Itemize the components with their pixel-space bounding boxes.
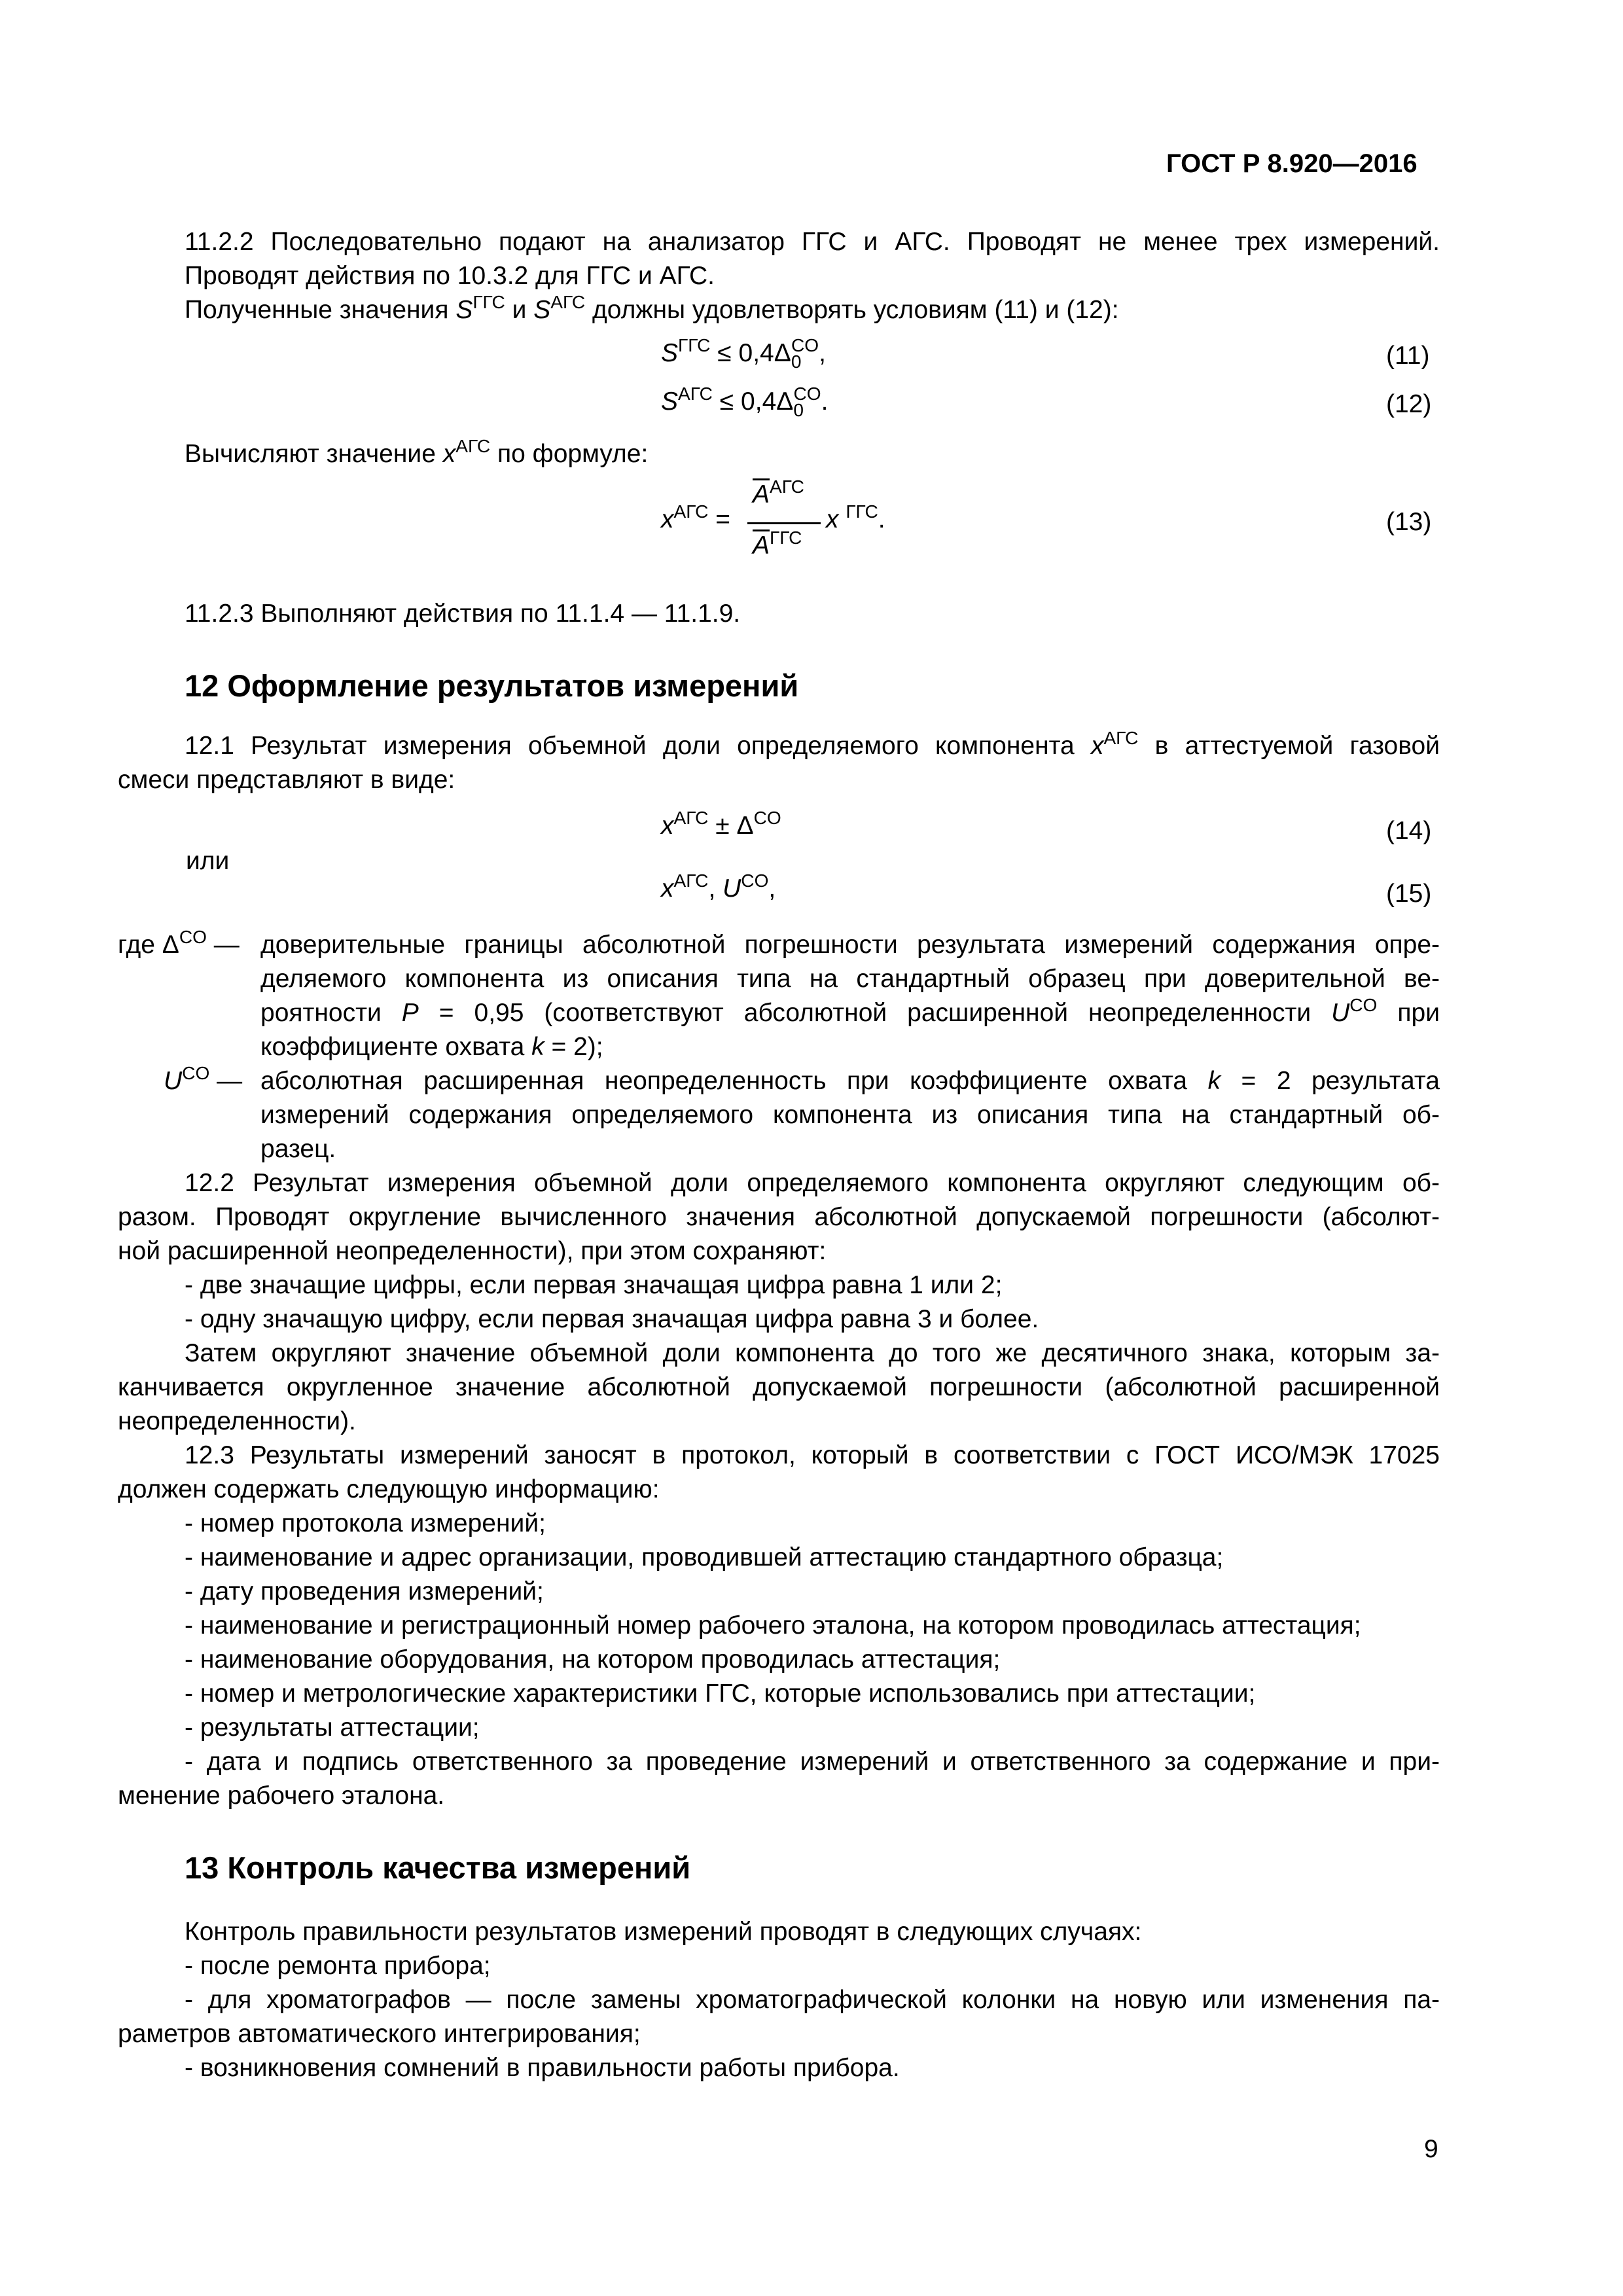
definition-u-line-3: разец. — [260, 1135, 336, 1163]
equation-number-14: (14) — [1386, 817, 1432, 845]
section-13-heading: 13 Контроль качества измерений — [185, 1850, 691, 1885]
list-item: - дату проведения измерений; — [185, 1577, 544, 1605]
paragraph-12-3-line-1: 12.3 Результаты измерений заносят в протокол, который в соответствии с ГОСТ ИСО/МЭК 17025 — [185, 1441, 1440, 1469]
equation-number-13: (13) — [1386, 508, 1432, 536]
list-item-continuation: раметров автоматического интегрирования; — [118, 2020, 641, 2048]
paragraph-12-2-line-2: разом. Проводят округление вычисленного значения абсолютной допускаемой погрешности (абсолют- — [118, 1203, 1440, 1231]
paragraph-12-2-line-3: ной расширенной неопределенности), при этом сохраняют: — [118, 1237, 827, 1265]
paragraph-12-1-line-1: 12.1 Результат измерения объемной доли определяемого компонента $x^{АГС}$ в аттестуемой газовой — [185, 727, 1440, 760]
definition-delta-term: где $\Delta^{CO}$ — — [118, 926, 240, 959]
list-item: - наименование и адрес организации, проводившей аттестацию стандартного образца; — [185, 1543, 1224, 1571]
paragraph-11-2-2-line-3: Полученные значения $S^{ГГС}$ и $S^{АГС}$ должны удовлетворять условиям (11) и (12): — [185, 291, 1119, 324]
equation-13-numerator: $\overline{A}^{АГС}$ — [753, 476, 804, 509]
list-item: - дата и подпись ответственного за проведение измерений и ответственного за содержание и при- — [185, 1748, 1440, 1776]
equation-number-15: (15) — [1386, 880, 1432, 908]
definition-u-line-2: измерений содержания определяемого компонента из описания типа на стандартный об- — [260, 1101, 1440, 1129]
list-item: - результаты аттестации; — [185, 1713, 480, 1742]
or-label: или — [186, 847, 230, 875]
paragraph-12-3-line-2: должен содержать следующую информацию: — [118, 1475, 660, 1503]
equation-13-rhs: x $^{ГГС}$. — [826, 501, 885, 533]
definition-delta-line-4: коэффициенте охвата k = 2); — [260, 1033, 603, 1061]
definition-u-term: $U^{CO}$ — — [164, 1062, 243, 1095]
equation-13-lhs: $x^{АГС}$ = — [661, 501, 731, 533]
definition-delta-line-1: доверительные границы абсолютной погрешности результата измерений содержания опре- — [260, 931, 1440, 959]
list-item: - наименование и регистрационный номер рабочего эталона, на котором проводилась аттестация; — [185, 1611, 1361, 1640]
equation-11: $S^{ГГС} \le 0,4\Delta_0^{CO}$, — [661, 334, 826, 372]
document-id-header: ГОСТ Р 8.920—2016 — [1166, 149, 1418, 178]
paragraph-11-2-3: 11.2.3 Выполняют действия по 11.1.4 — 11.1.9. — [185, 600, 741, 628]
paragraph-11-2-2-line-1: 11.2.2 Последовательно подают на анализатор ГГС и АГС. Проводят не менее трех измерений. — [185, 228, 1440, 256]
list-item: - две значащие цифры, если первая значащая цифра равна 1 или 2; — [185, 1271, 1003, 1299]
page-number: 9 — [1424, 2135, 1438, 2163]
paragraph-12-2-line-5: канчивается округленное значение абсолютной допускаемой погрешности (абсолютной расширенной — [118, 1373, 1440, 1401]
definition-delta-line-3: роятности P = 0,95 (соответствуют абсолютной расширенной неопределенности $U^{CO}$ при — [260, 994, 1440, 1027]
list-item: - для хроматографов — после замены хроматографической колонки на новую или изменения па- — [185, 1986, 1440, 2014]
equation-13-denominator: $\overline{A}^{ГГС}$ — [753, 527, 802, 560]
definition-delta-line-2: деляемого компонента из описания типа на стандартный образец при доверительной ве- — [260, 965, 1440, 993]
list-item: - номер и метрологические характеристики ГГС, которые использовались при аттестации; — [185, 1679, 1256, 1708]
list-item: - наименование оборудования, на котором проводилась аттестация; — [185, 1645, 1001, 1674]
paragraph-11-2-2-line-2: Проводят действия по 10.3.2 для ГГС и АГС. — [185, 262, 715, 290]
section-12-heading: 12 Оформление результатов измерений — [185, 668, 799, 703]
equation-15: $x^{АГС}$, $U^{CO}$, — [661, 870, 776, 903]
equation-14: $x^{АГС} \pm \Delta^{CO}$ — [661, 807, 781, 840]
paragraph-12-2-line-6: неопределенности). — [118, 1407, 356, 1435]
definition-u-line-1: абсолютная расширенная неопределенность при коэффициенте охвата k = 2 результата — [260, 1067, 1440, 1095]
paragraph-12-2-line-4: Затем округляют значение объемной доли компонента до того же десятичного знака, которым за- — [185, 1339, 1440, 1367]
paragraph-12-2-line-1: 12.2 Результат измерения объемной доли определяемого компонента округляют следующим об- — [185, 1169, 1440, 1197]
equation-number-11: (11) — [1386, 342, 1430, 370]
paragraph-calc-intro: Вычисляют значение $x^{АГС}$ по формуле: — [185, 435, 649, 468]
list-item: - одну значащую цифру, если первая значащая цифра равна 3 и более. — [185, 1305, 1039, 1333]
list-item: - после ремонта прибора; — [185, 1952, 491, 1980]
list-item: - номер протокола измерений; — [185, 1509, 546, 1537]
list-item-continuation: менение рабочего эталона. — [118, 1782, 445, 1810]
paragraph-13-intro: Контроль правильности результатов измерений проводят в следующих случаях: — [185, 1918, 1142, 1946]
equation-number-12: (12) — [1386, 390, 1432, 418]
paragraph-12-1-line-2: смеси представляют в виде: — [118, 766, 455, 794]
equation-12: $S^{АГС} \le 0,4\Delta_0^{CO}$. — [661, 383, 829, 420]
fraction-bar — [747, 522, 821, 524]
list-item: - возникновения сомнений в правильности работы прибора. — [185, 2054, 900, 2082]
